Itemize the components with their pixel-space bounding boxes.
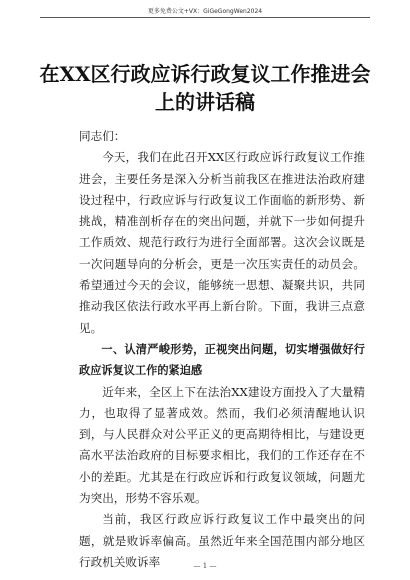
page-header: 更多免费公文+VX：GiGeGongWen2024 bbox=[147, 8, 263, 15]
paragraph: 今天，我们在此召开XX区行政应诉行政复议工作推进会，主要任务是深入分析当前我区在推进法治政府建设过程中，行政应诉与行政复议工作面临的新形势、新挑战，精准剖析存在的突出问题，并就下一步如何提升工作质效、规范行政行为进行全面部署。这次会议既是一次问题导向的分析会，更是一次压实责任的动员会。希望通过今天的会议，能够统一思想、凝聚共识，共同推动我区依法行政水平再上新台阶。下面，我讲三点意见。 bbox=[79, 150, 365, 335]
document-body bbox=[79, 126, 365, 573]
salutation: 同志们： bbox=[79, 129, 126, 143]
section-heading: 一、认清严峻形势，正视突出问题，切实增强做好行政应诉复议工作的紧迫感 bbox=[79, 342, 365, 378]
document-title: 在XX区行政应诉行政复议工作推进会上的讲话稿 bbox=[39, 62, 371, 114]
header-divider bbox=[40, 17, 370, 18]
paragraph: 当前，我区行政应诉行政复议工作中最突出的问题，就是败诉率偏高。虽然近年来全国范围内部分地区行政机关败诉率 bbox=[79, 512, 365, 569]
paragraph: 近年来，全区上下在法治XX建设方面投入了大量精力，也取得了显著成效。然而，我们必须清醒地认识到，与人民群众对公平正义的更高期待相比，与建设更高水平法治政府的目标要求相比，我们的工作还存在不小的差距。尤其是在行政应诉和行政复议领域，问题尤为突出，形势不容乐观。 bbox=[79, 384, 365, 506]
page-number: — 1 — bbox=[193, 562, 217, 570]
